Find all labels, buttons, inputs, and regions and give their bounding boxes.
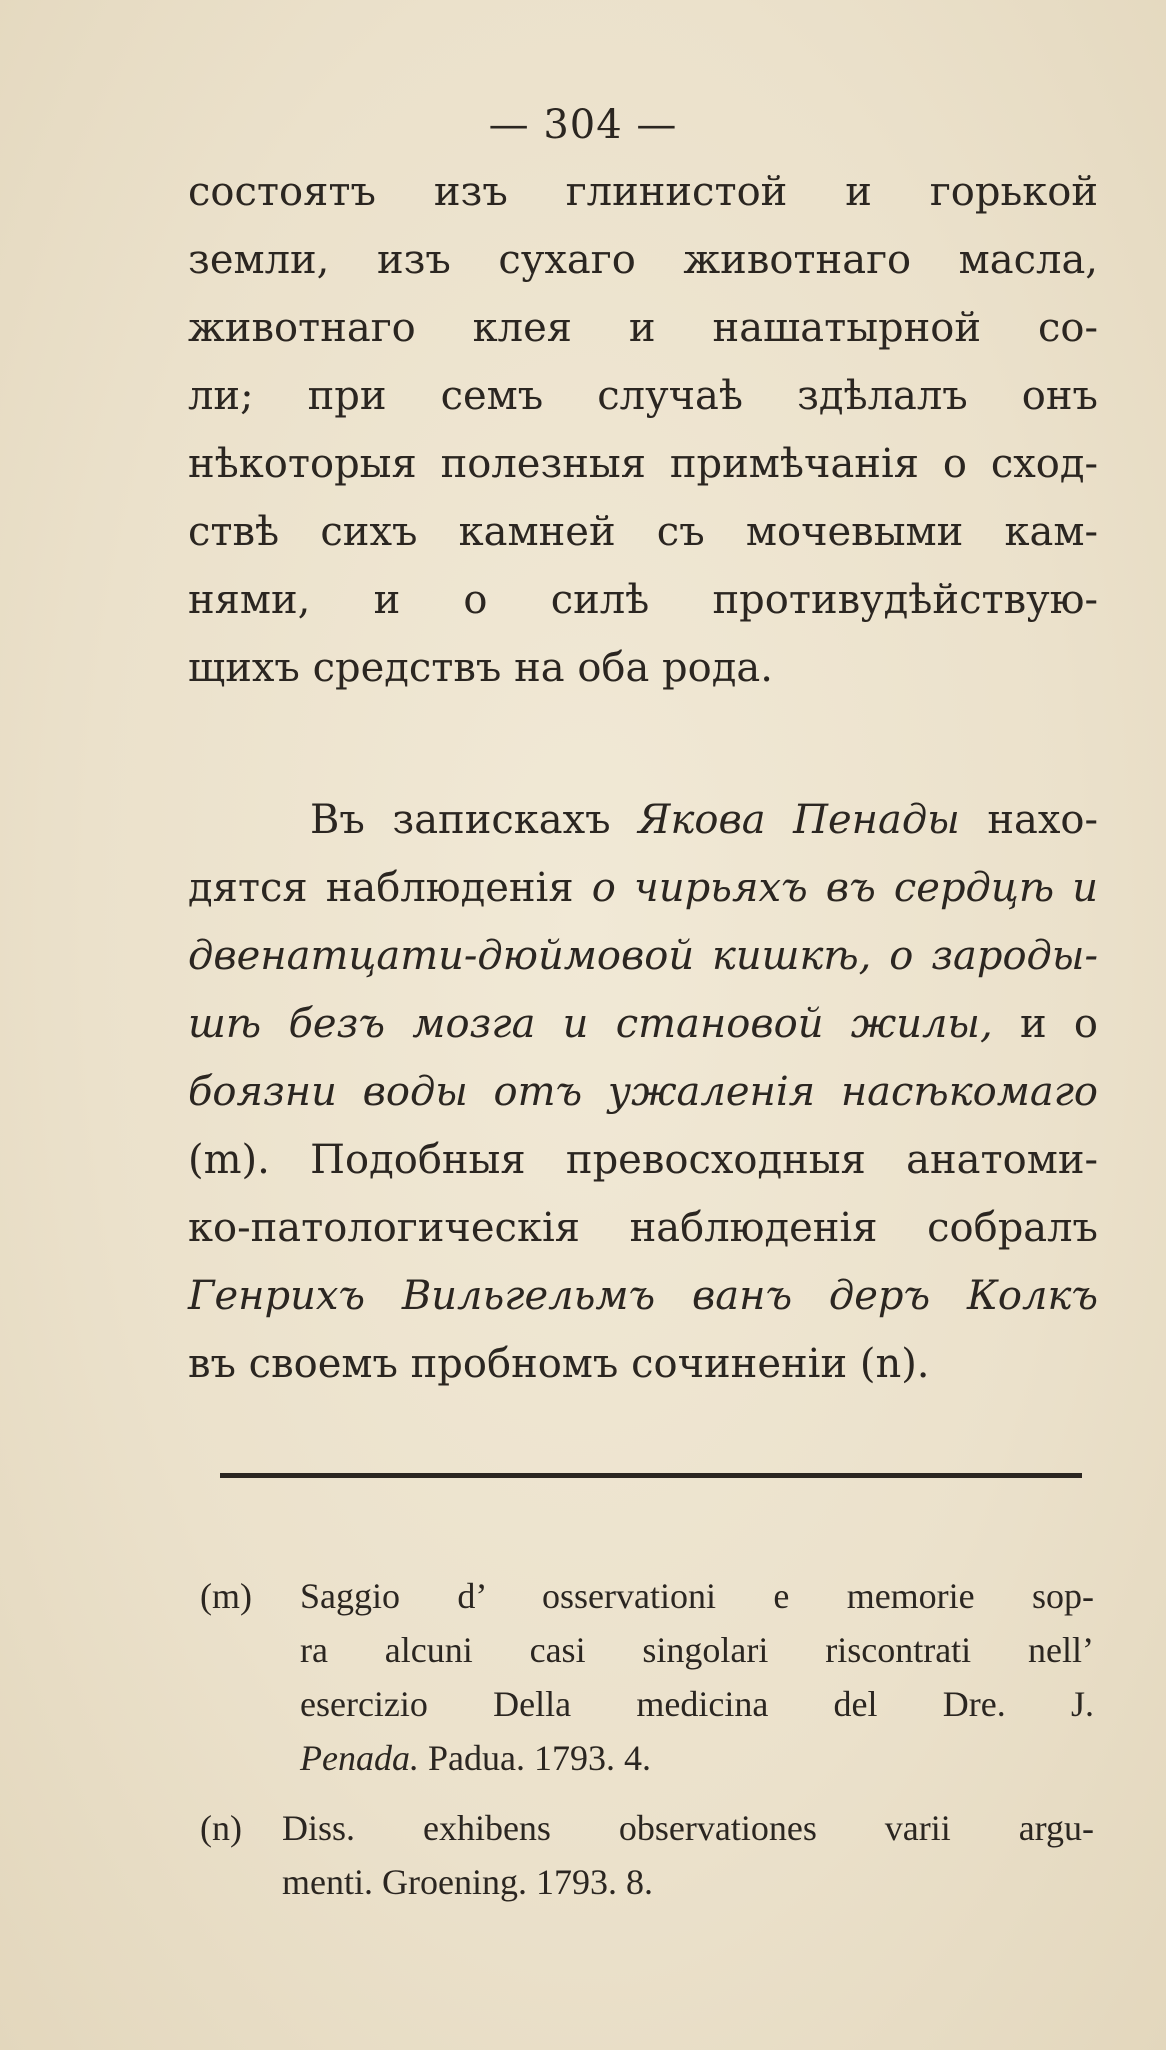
footnote-line <box>282 1810 1094 1846</box>
text-span: Padua. 1793. 4. <box>418 1738 651 1778</box>
footnote-line <box>300 1578 1094 1614</box>
text-span: Saggio d’ osservationi e memorie sop- <box>300 1576 1094 1616</box>
page-number-header: — 304 — <box>488 102 678 148</box>
text-line: земли, изъ сухаго животнаго масла, <box>188 237 1098 283</box>
italic-text: Генрихъ Вильгельмъ ванъ деръ Колкъ <box>188 1273 1098 1319</box>
footnote-line <box>300 1740 1094 1776</box>
text-span: и о <box>992 1001 1099 1047</box>
footnote-line <box>300 1632 1094 1668</box>
text-line: нями, и о силѣ противудѣйствую- <box>188 577 1098 623</box>
italic-text: боязни воды отъ ужаленія насѣкомаго <box>188 1069 1098 1115</box>
text-line <box>188 1069 1098 1115</box>
text-span: дятся наблюденія <box>188 865 592 911</box>
text-line: состоятъ изъ глинистой и горькой <box>188 169 1098 215</box>
footnote-line <box>282 1864 1094 1900</box>
text-span: въ своемъ пробномъ сочиненіи (n). <box>188 1341 930 1387</box>
footnote-line <box>300 1686 1094 1722</box>
text-span: ко-патологическія наблюденія собралъ <box>188 1205 1098 1251</box>
footnote-divider <box>220 1473 1082 1478</box>
text-line <box>188 1273 1098 1319</box>
text-line: нѣкоторыя полезныя примѣчанія о сход- <box>188 441 1098 487</box>
text-line: щихъ средствъ на оба рода. <box>188 645 773 691</box>
text-span: нахо- <box>959 797 1098 843</box>
text-line <box>188 933 1098 979</box>
text-line <box>188 1341 1098 1387</box>
footnote-marker: (n) <box>200 1808 242 1848</box>
text-span: ra alcuni casi singolari riscontrati nell’ <box>300 1630 1094 1670</box>
text-span: (m). Подобныя превосходныя анатоми- <box>188 1137 1098 1183</box>
footnote-marker: (m) <box>200 1576 252 1616</box>
text-line <box>188 1137 1098 1183</box>
text-span: esercizio Della medicina del Dre. J. <box>300 1684 1094 1724</box>
text-line <box>188 1001 1099 1047</box>
text-span: menti. Groening. 1793. 8. <box>282 1862 653 1902</box>
text-line <box>188 865 1099 911</box>
italic-text: Penada. <box>300 1738 419 1778</box>
text-span: Diss. exhibens observationes varii argu- <box>282 1808 1094 1848</box>
text-line: ли; при семъ случаѣ здѣлалъ онъ <box>188 373 1098 419</box>
italic-text: Якова Пенады <box>638 797 960 843</box>
italic-text: шѣ безъ мозга и становой жилы, <box>188 1001 993 1047</box>
text-line <box>310 797 1098 843</box>
italic-text: двенатцати-дюймовой кишкѣ, о зароды- <box>188 933 1098 979</box>
text-span: Въ запискахъ <box>310 797 639 843</box>
italic-text: о чирьяхъ въ сердцѣ и <box>591 865 1099 911</box>
text-line <box>188 1205 1098 1251</box>
text-line: животнаго клея и нашатырной со- <box>188 305 1098 351</box>
text-line: ствѣ сихъ камней съ мочевыми кам- <box>188 509 1098 555</box>
